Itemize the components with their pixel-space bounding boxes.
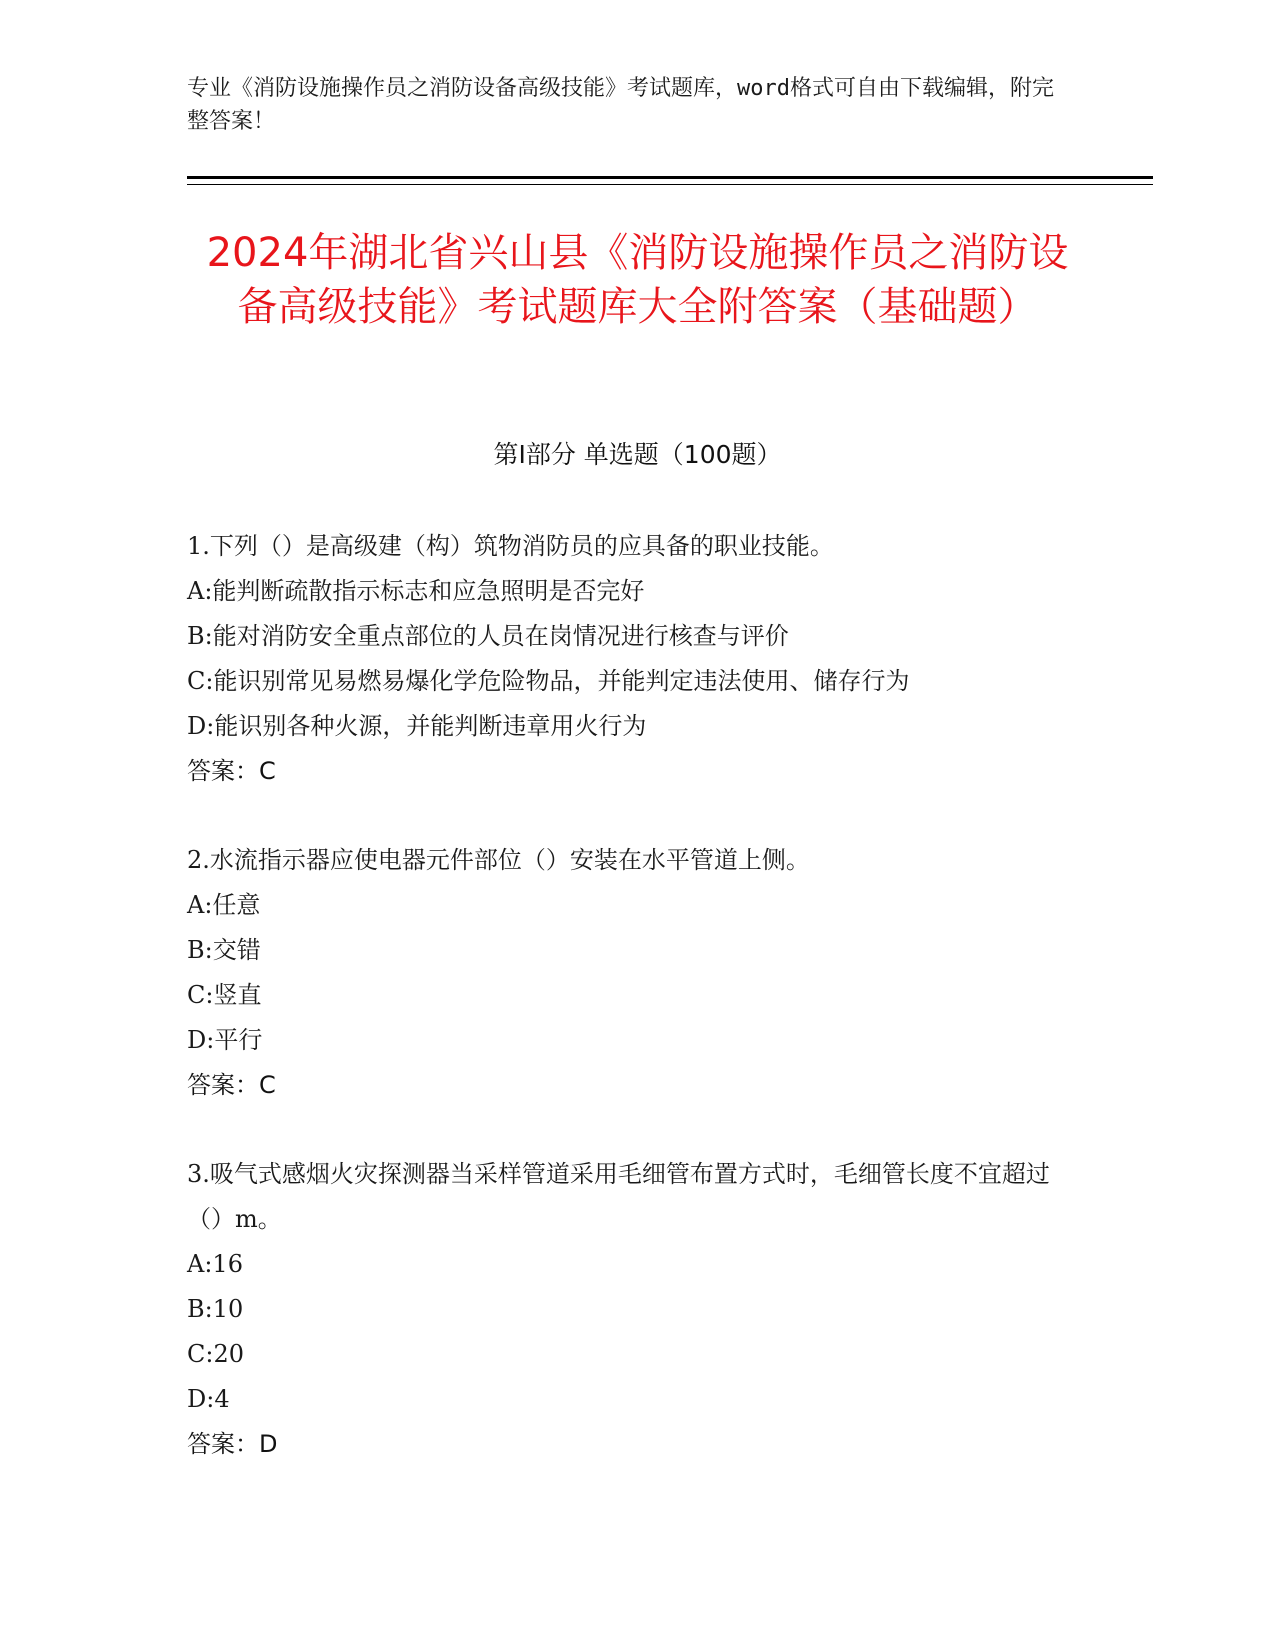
option-b: B:10 [187,1295,244,1323]
option-b: B:交错 [187,936,261,964]
question-2 [187,838,1067,1108]
document-title: 2024年湖北省兴山县《消防设施操作员之消防设备高级技能》考试题库大全附答案（基础题） [206,230,1069,330]
question-stem: 1.下列（）是高级建（构）筑物消防员的应具备的职业技能。 [187,532,834,560]
option-a: A:任意 [187,891,261,919]
answer: 答案：C [187,1071,276,1099]
question-3 [187,1152,1067,1467]
option-c: C:能识别常见易燃易爆化学危险物品，并能判定违法使用、储存行为 [187,667,910,695]
option-c: C:竖直 [187,981,262,1009]
section-heading: 第I部分 单选题（100题） [493,440,782,469]
answer: 答案：C [187,757,276,785]
option-c: C:20 [187,1340,244,1368]
option-b: B:能对消防安全重点部位的人员在岗情况进行核查与评价 [187,622,789,650]
header-note: 专业《消防设施操作员之消防设备高级技能》考试题库，word格式可自由下载编辑，附完整答案！ [187,76,1054,134]
question-stem: 2.水流指示器应使电器元件部位（）安装在水平管道上侧。 [187,846,810,874]
option-d: D:平行 [187,1026,263,1054]
option-a: A:16 [187,1250,243,1278]
option-d: D:能识别各种火源，并能判断违章用火行为 [187,712,647,740]
question-stem: 3.吸气式感烟火灾探测器当采样管道采用毛细管布置方式时，毛细管长度不宜超过（）m。 [187,1160,1050,1233]
answer: 答案：D [187,1430,278,1458]
header-rule-thick [187,176,1153,179]
question-list [187,524,1067,1511]
header-rule-thin [187,184,1153,185]
option-d: D:4 [187,1385,230,1413]
option-a: A:能判断疏散指示标志和应急照明是否完好 [187,577,645,605]
question-1 [187,524,1067,794]
